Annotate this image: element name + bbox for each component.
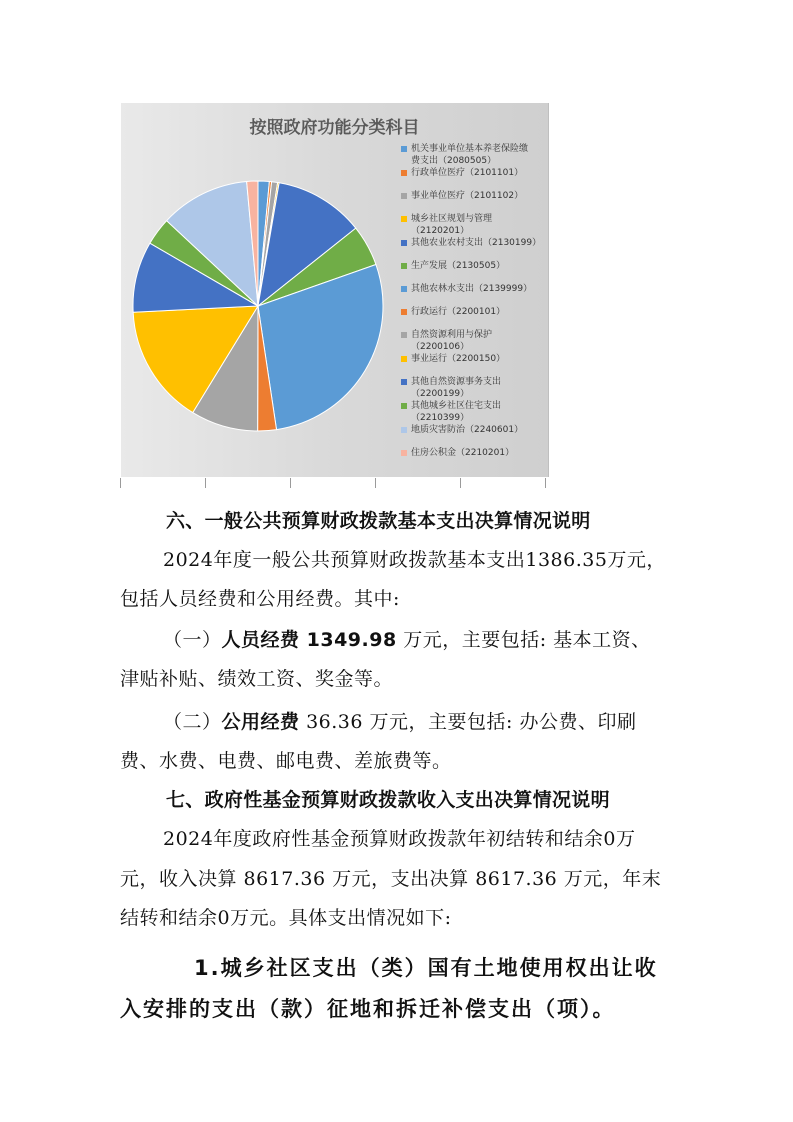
legend-swatch [401, 379, 407, 385]
axis-tick [290, 478, 291, 488]
public-expense-line-2: 费、水费、电费、邮电费、差旅费等。 [120, 750, 452, 772]
legend-label: 事业单位医疗（2101102） [411, 191, 524, 201]
personnel-expense-line-2: 津贴补贴、绩效工资、奖金等。 [120, 668, 394, 690]
legend-label: （2120201） [411, 226, 470, 236]
legend-swatch [401, 146, 407, 152]
personnel-expense-amount: 人员经费 1349.98 [221, 629, 397, 651]
pie-chart [121, 103, 401, 477]
section-7-text-line-1: 2024年度政府性基金预算财政拨款年初结转和结余0万 [163, 828, 636, 850]
legend-label: 生产发展（2130505） [411, 261, 506, 271]
legend-label: 其他城乡社区住宅支出 [411, 401, 502, 411]
legend-swatch [401, 286, 407, 292]
legend-swatch [401, 193, 407, 199]
legend-label: （2200106） [411, 342, 470, 352]
chart-axis-baseline [120, 478, 548, 488]
legend-label: 住房公积金（2210201） [411, 448, 515, 458]
axis-tick [375, 478, 376, 488]
legend-swatch [401, 216, 407, 222]
legend-item-3 [401, 190, 551, 202]
public-expense-label: 公用经费 [221, 711, 300, 733]
legend-swatch [401, 450, 407, 456]
legend-label: （2210399） [411, 413, 470, 423]
subsection-1-title-line-2: 入安排的支出（款）征地和拆迁补偿支出（项）。 [120, 997, 616, 1021]
legend-label: 自然资源利用与保护 [411, 330, 493, 340]
legend-swatch [401, 240, 407, 246]
axis-tick [120, 478, 121, 488]
subsection-1-title-line-1: 1.城乡社区支出（类）国有土地使用权出让收 [194, 956, 658, 980]
legend-label: 地质灾害防治（2240601） [411, 425, 524, 435]
legend-item-7 [401, 283, 551, 295]
legend-label: 其他自然资源事务支出 [411, 377, 502, 387]
axis-tick [460, 478, 461, 488]
legend-swatch [401, 356, 407, 362]
legend-item-6 [401, 260, 551, 272]
personnel-expense-line-1 [163, 625, 651, 652]
legend-swatch [401, 427, 407, 433]
section-7-text-line-2: 元，收入决算 8617.36 万元，支出决算 8617.36 万元，年末 [120, 868, 662, 890]
axis-tick [545, 478, 546, 488]
item-number-1: （一） [163, 629, 222, 651]
legend-item-4 [401, 213, 551, 237]
legend-item-5 [401, 237, 551, 249]
legend-label: 机关事业单位基本养老保险缴 [411, 144, 529, 154]
legend-label: 城乡社区规划与管理 [411, 214, 493, 224]
section-6-heading: 六、一般公共预算财政拨款基本支出决算情况说明 [166, 510, 591, 532]
legend-item-12 [401, 400, 551, 424]
section-7-text-line-3: 结转和结余0万元。具体支出情况如下: [120, 907, 452, 929]
legend-item-11 [401, 376, 551, 400]
legend-item-14 [401, 447, 551, 459]
legend-swatch [401, 332, 407, 338]
pie-chart-panel [121, 103, 549, 477]
section-6-text-line-2: 包括人员经费和公用经费。其中: [120, 588, 400, 610]
section-6-text-line-1: 2024年度一般公共预算财政拨款基本支出1386.35万元， [163, 549, 666, 571]
legend-item-13 [401, 424, 551, 436]
legend-label: 费支出（2080505） [411, 156, 497, 166]
legend-label: （2200199） [411, 389, 470, 399]
public-expense-line-1 [163, 707, 636, 734]
legend-label: 其他农林水支出（2139999） [411, 284, 533, 294]
legend-item-8 [401, 306, 551, 318]
legend-item-2 [401, 167, 551, 179]
axis-tick [205, 478, 206, 488]
legend-label: 事业运行（2200150） [411, 354, 506, 364]
legend-swatch [401, 309, 407, 315]
legend-label: 行政单位医疗（2101101） [411, 168, 524, 178]
legend-label: 其他农业农村支出（2130199） [411, 238, 542, 248]
legend-item-9 [401, 329, 551, 353]
legend-item-10 [401, 353, 551, 365]
legend-label: 行政运行（2200101） [411, 307, 506, 317]
legend-swatch [401, 170, 407, 176]
legend-swatch [401, 403, 407, 409]
chart-title: 按照政府功能分类科目 [249, 118, 420, 138]
item-number-2: （二） [163, 711, 222, 733]
public-expense-detail: 36.36 万元，主要包括: 办公费、印刷 [299, 711, 637, 733]
legend-item-1 [401, 143, 551, 167]
legend-swatch [401, 263, 407, 269]
section-7-heading: 七、政府性基金预算财政拨款收入支出决算情况说明 [166, 789, 610, 811]
personnel-expense-detail: 万元，主要包括: 基本工资、 [396, 629, 651, 651]
